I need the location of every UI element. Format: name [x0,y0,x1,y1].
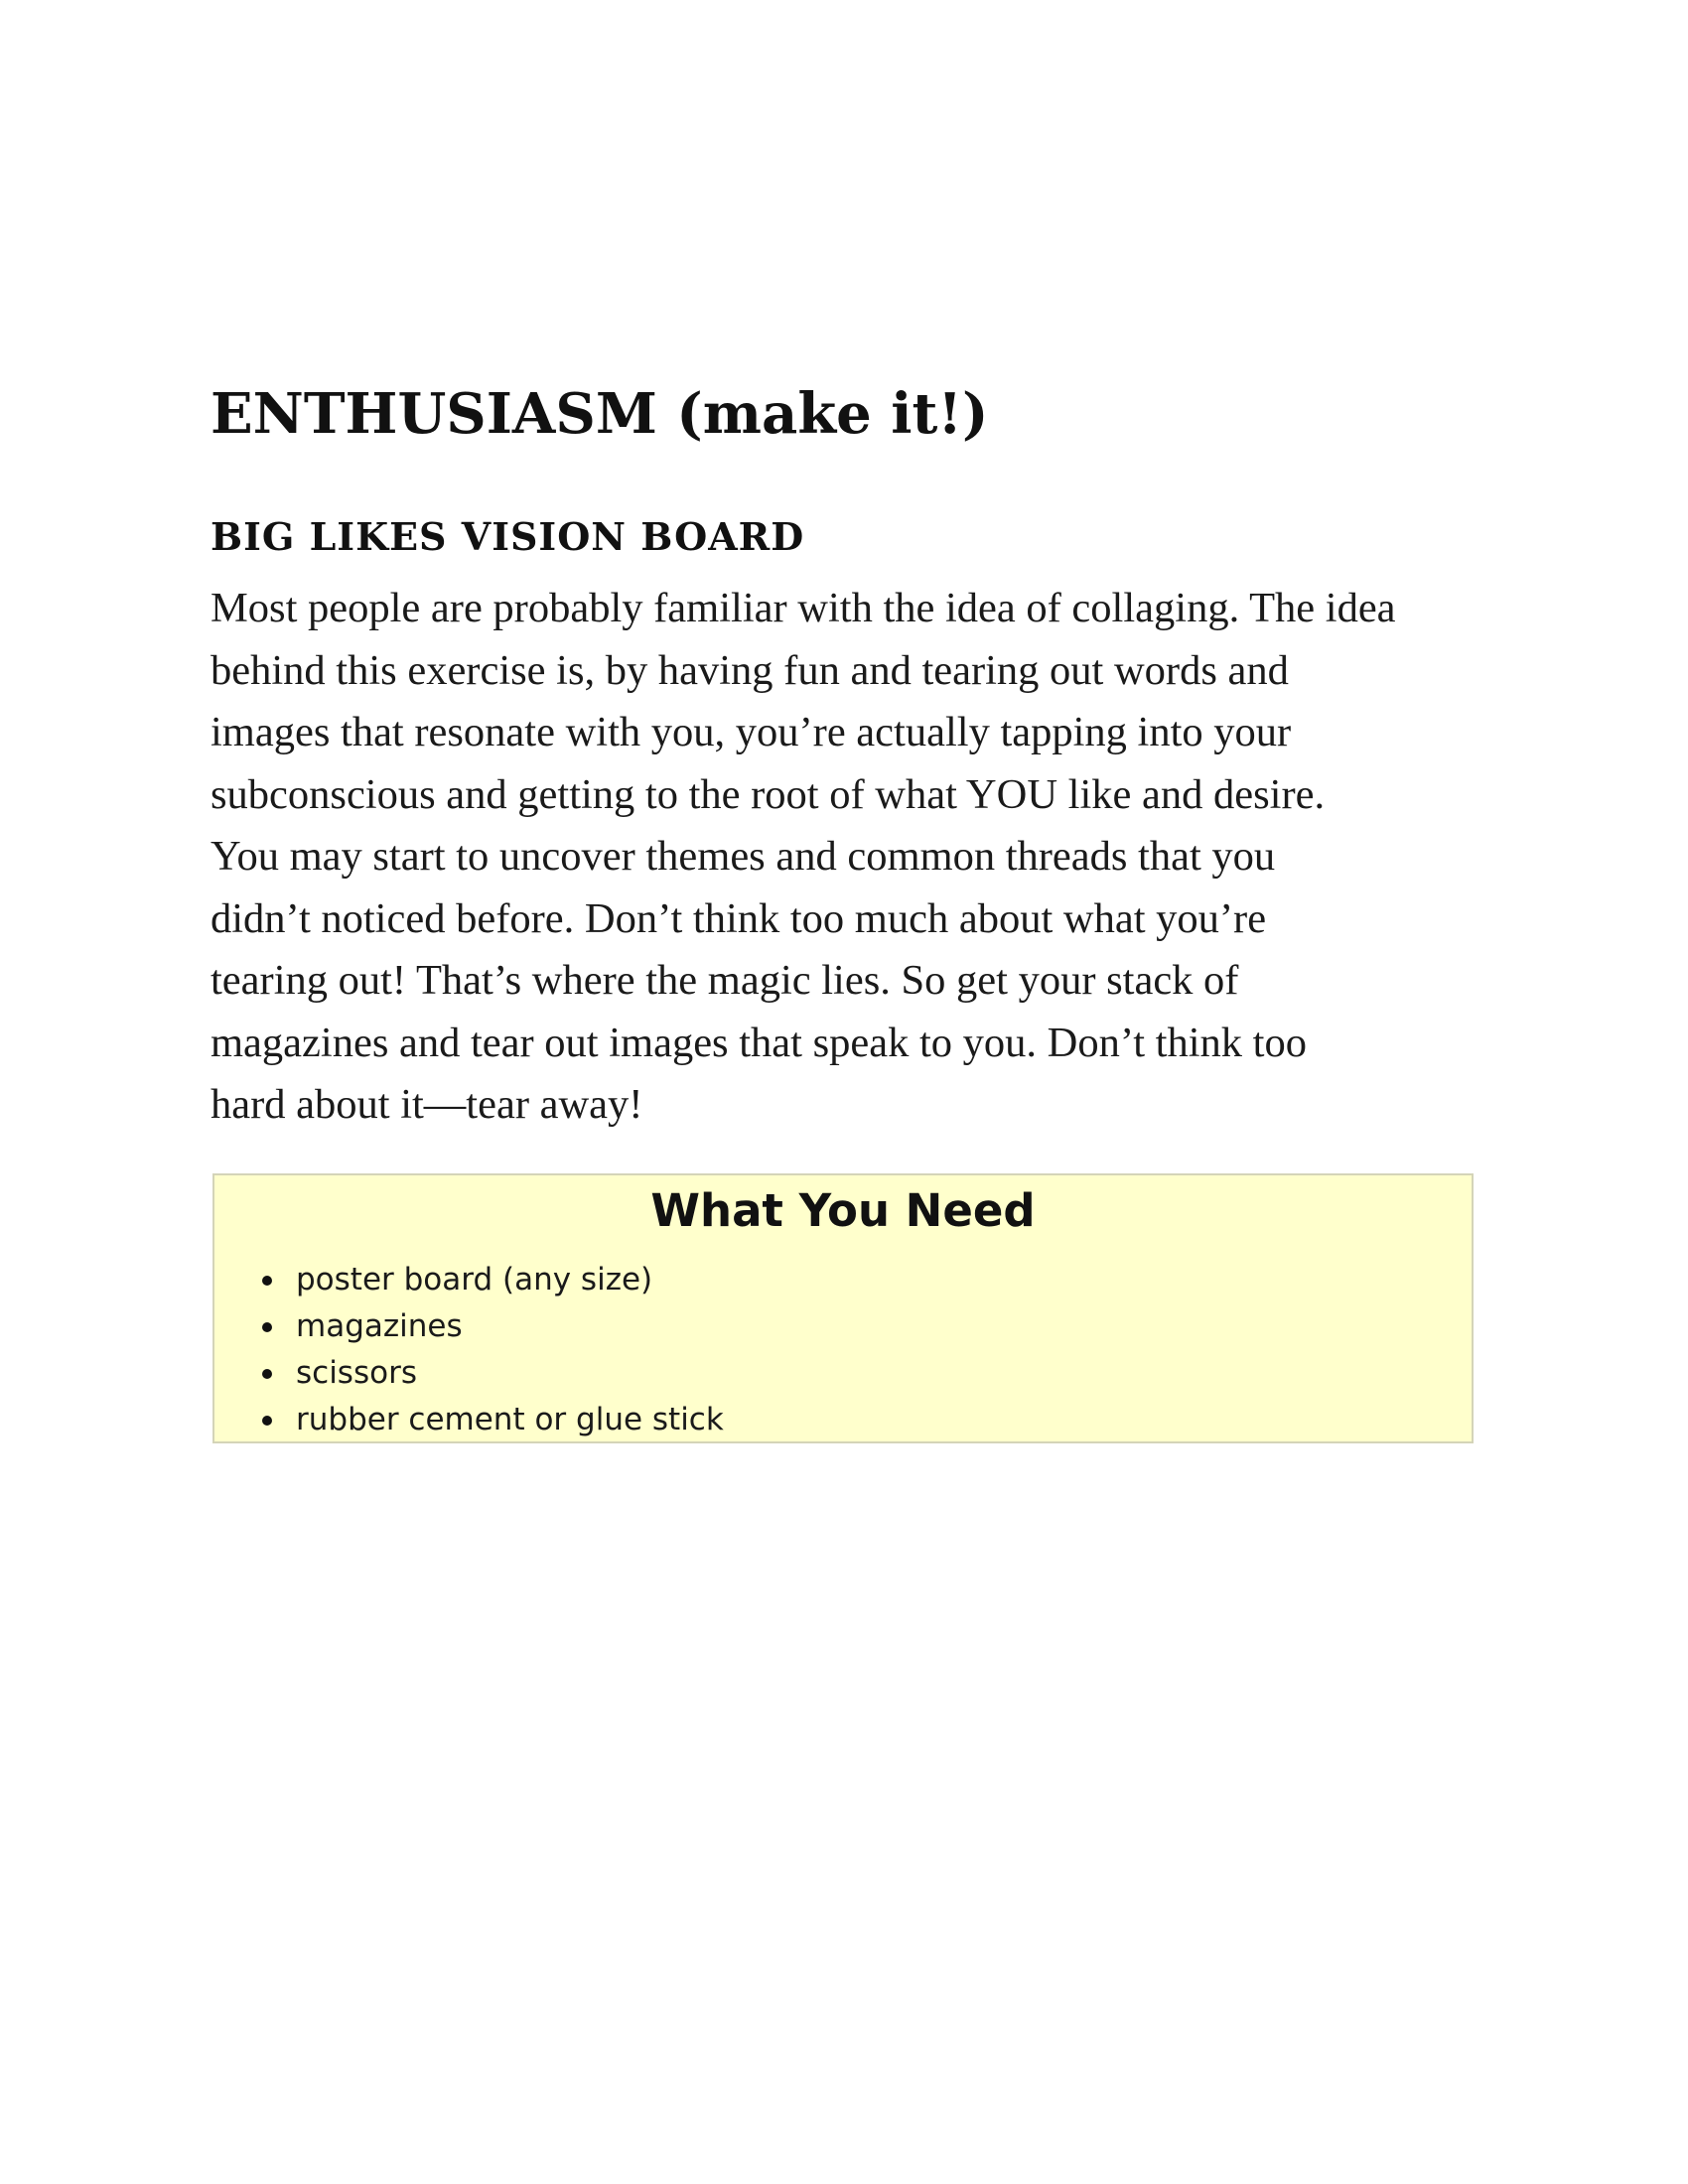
what-you-need-box [212,1173,1474,1443]
page-title: ENTHUSIASM (make it!) [211,381,989,447]
bullet-icon [262,1322,272,1332]
body-line: magazines and tear out images that speak to you. Don’t think too [211,1019,1307,1066]
list-item-label: poster board (any size) [296,1262,653,1297]
body-line: You may start to uncover themes and common threads that you [211,833,1276,880]
supplies-list [214,1257,724,1443]
body-line: tearing out! That’s where the magic lies. So get your stack of [211,957,1239,1004]
list-item-label: magazines [296,1308,463,1344]
body-line: subconscious and getting to the root of what YOU like and desire. [211,770,1326,818]
list-item [214,1303,724,1350]
body-line: Most people are probably familiar with the idea of collaging. The idea [211,585,1396,631]
body-line: images that resonate with you, you’re actually tapping into your [211,709,1292,755]
list-item [214,1350,724,1397]
list-item-label: rubber cement or glue stick [296,1402,724,1437]
bullet-icon [262,1276,272,1286]
bullet-icon [262,1416,272,1426]
bullet-icon [262,1369,272,1379]
what-you-need-title: What You Need [650,1184,1036,1237]
list-item [214,1257,724,1303]
body-line: behind this exercise is, by having fun and tearing out words and [211,646,1289,694]
list-item-label: scissors [296,1355,417,1391]
body-line: hard about it—tear away! [211,1081,643,1128]
body-paragraph [211,578,1501,1137]
body-line: didn’t noticed before. Don’t think too much about what you’re [211,894,1267,942]
section-heading: BIG LIKES VISION BOARD [211,514,805,559]
list-item [214,1397,724,1443]
